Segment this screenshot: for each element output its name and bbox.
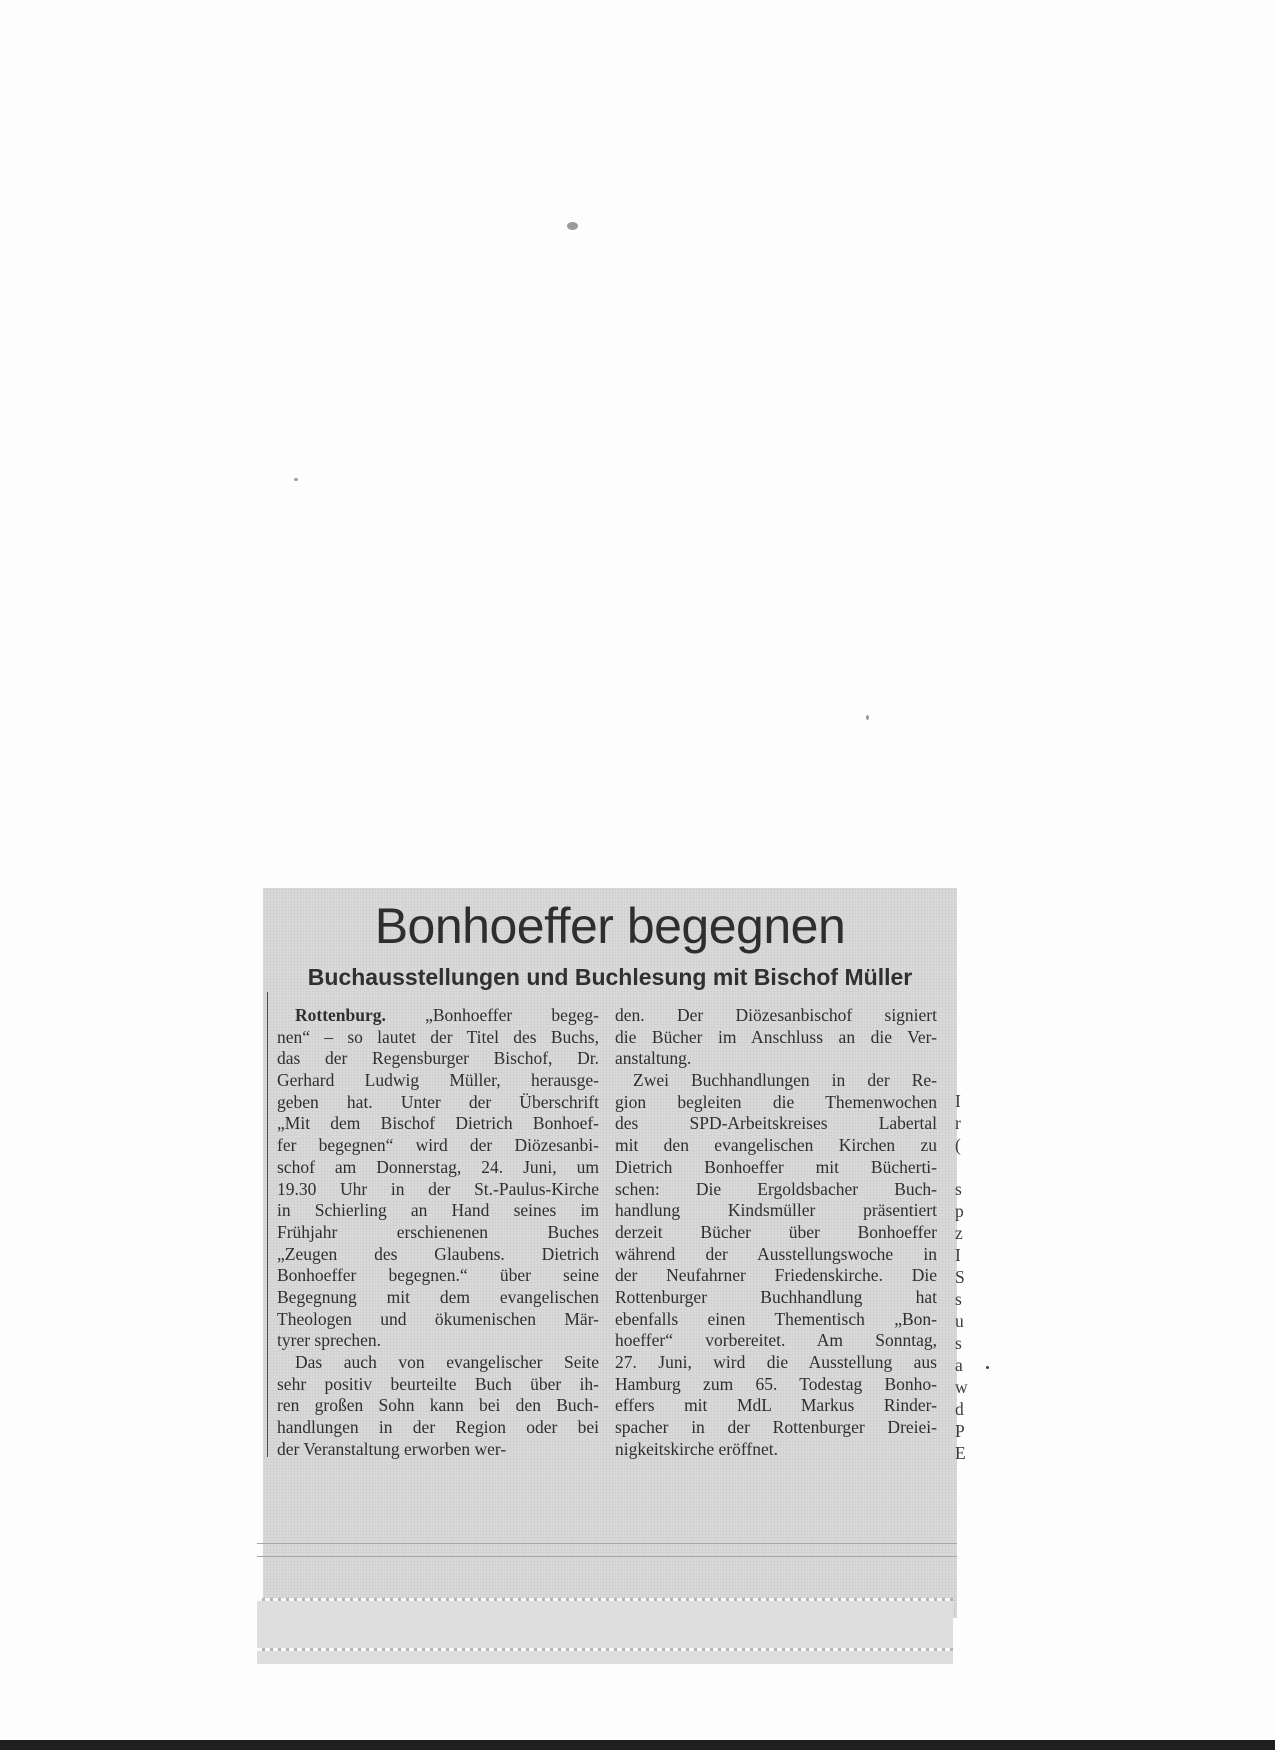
- article-line: der Neufahrner Friedenskirche. Die: [615, 1265, 937, 1286]
- article-line: handlungen in der Region oder bei: [277, 1417, 599, 1438]
- article-line: die Bücher im Anschluss an die Ver-: [615, 1026, 937, 1047]
- edge-letter: [955, 1156, 969, 1178]
- scan-border: [0, 1740, 1275, 1750]
- article-line: schen: Die Ergoldsbacher Buch-: [615, 1178, 937, 1199]
- article-line: mit den evangelischen Kirchen zu: [615, 1135, 937, 1156]
- edge-letter: d: [955, 1399, 964, 1419]
- article-line: sehr positiv beurteilte Buch über ih-: [277, 1373, 599, 1394]
- article-line: während der Ausstellungswoche in: [615, 1243, 937, 1264]
- article-line: geben hat. Unter der Überschrift: [277, 1091, 599, 1112]
- edge-letter: w: [955, 1377, 968, 1397]
- scan-speck: [567, 222, 578, 230]
- article-line: tyrer sprechen.: [277, 1330, 381, 1351]
- edge-letter: S: [955, 1267, 965, 1287]
- scan-speck: [986, 1366, 989, 1369]
- article-line: Rottenburg. „Bonhoeffer begeg-: [295, 1005, 599, 1025]
- article-line: des SPD-Arbeitskreises Labertal: [615, 1113, 937, 1134]
- edge-letter: I: [955, 1091, 961, 1111]
- article-line: gion begleiten die Themenwochen: [615, 1091, 937, 1112]
- article-line: Bonhoeffer begegnen.“ über seine: [277, 1265, 599, 1286]
- edge-letter: a: [955, 1355, 963, 1375]
- article-column-left: [277, 1005, 599, 1460]
- article-line: „Zeugen des Glaubens. Dietrich: [277, 1243, 599, 1264]
- edge-letter: p: [955, 1201, 964, 1221]
- article-line: „Mit dem Bischof Dietrich Bonhoef-: [277, 1113, 599, 1134]
- article-subheadline: Buchausstellungen und Buchlesung mit Bischof Müller: [307, 964, 913, 990]
- edge-letter: s: [955, 1333, 962, 1353]
- article-line: Dietrich Bonhoeffer mit Bücherti-: [615, 1156, 937, 1177]
- edge-letter: r: [955, 1113, 961, 1133]
- article-line: nen“ – so lautet der Titel des Buchs,: [277, 1026, 599, 1047]
- edge-letter: s: [955, 1179, 962, 1199]
- article-line: in Schierling an Hand seines im: [277, 1200, 599, 1221]
- article-line: nigkeitskirche eröffnet.: [615, 1438, 778, 1459]
- article-line: Das auch von evangelischer Seite: [295, 1352, 599, 1372]
- column-rule: [267, 992, 268, 1457]
- article-line: das der Regensburger Bischof, Dr.: [277, 1048, 599, 1069]
- article-line: handlung Kindsmüller präsentiert: [615, 1200, 937, 1221]
- article-line: den. Der Diözesanbischof signiert: [615, 1005, 937, 1025]
- article-line: 27. Juni, wird die Ausstellung aus: [615, 1352, 937, 1372]
- article-line: der Veranstaltung erworben wer-: [277, 1438, 507, 1459]
- article-line: hoeffer“ vorbereitet. Am Sonntag,: [615, 1330, 937, 1351]
- article-line: Theologen und ökumenischen Mär-: [277, 1308, 599, 1329]
- adjacent-article-fragment: [955, 1090, 969, 1464]
- article-line: derzeit Bücher über Bonhoeffer: [615, 1221, 937, 1242]
- article-line: anstaltung.: [615, 1048, 692, 1069]
- edge-letter: E: [955, 1443, 966, 1463]
- article-column-right: [615, 1005, 937, 1460]
- edge-letter: u: [955, 1311, 964, 1331]
- article-headline: Bonhoeffer begegnen: [374, 898, 846, 954]
- article-line: spacher in der Rottenburger Dreiei-: [615, 1417, 937, 1438]
- article-line: ebenfalls einen Thementisch „Bon-: [615, 1308, 937, 1329]
- scan-speck: [866, 715, 869, 720]
- article-line: ren großen Sohn kann bei den Buch-: [277, 1395, 599, 1416]
- article-dateline: Rottenburg.: [295, 1005, 386, 1025]
- scan-speck: [294, 478, 298, 481]
- edge-letter: s: [955, 1289, 962, 1309]
- edge-letter: I: [955, 1245, 961, 1265]
- article-line: Begegnung mit dem evangelischen: [277, 1286, 599, 1307]
- article-line: effers mit MdL Markus Rinder-: [615, 1395, 937, 1416]
- article-line: Zwei Buchhandlungen in der Re-: [633, 1070, 937, 1091]
- edge-letter: P: [955, 1421, 965, 1441]
- fold-line: [257, 1543, 957, 1544]
- edge-letter: z: [955, 1223, 963, 1243]
- clipping-torn-edge: [257, 1598, 953, 1664]
- article-line: Hamburg zum 65. Todestag Bonho-: [615, 1373, 937, 1394]
- article-line: Rottenburger Buchhandlung hat: [615, 1286, 937, 1307]
- article-line: 19.30 Uhr in der St.-Paulus-Kirche: [277, 1178, 599, 1199]
- fold-line: [257, 1556, 957, 1557]
- article-line: schof am Donnerstag, 24. Juni, um: [277, 1156, 599, 1177]
- article-line: fer begegnen“ wird der Diözesanbi-: [277, 1135, 599, 1156]
- edge-letter: (: [955, 1135, 961, 1155]
- article-line: Frühjahr erschienenen Buches: [277, 1221, 599, 1242]
- article-line: Gerhard Ludwig Müller, herausge-: [277, 1070, 599, 1091]
